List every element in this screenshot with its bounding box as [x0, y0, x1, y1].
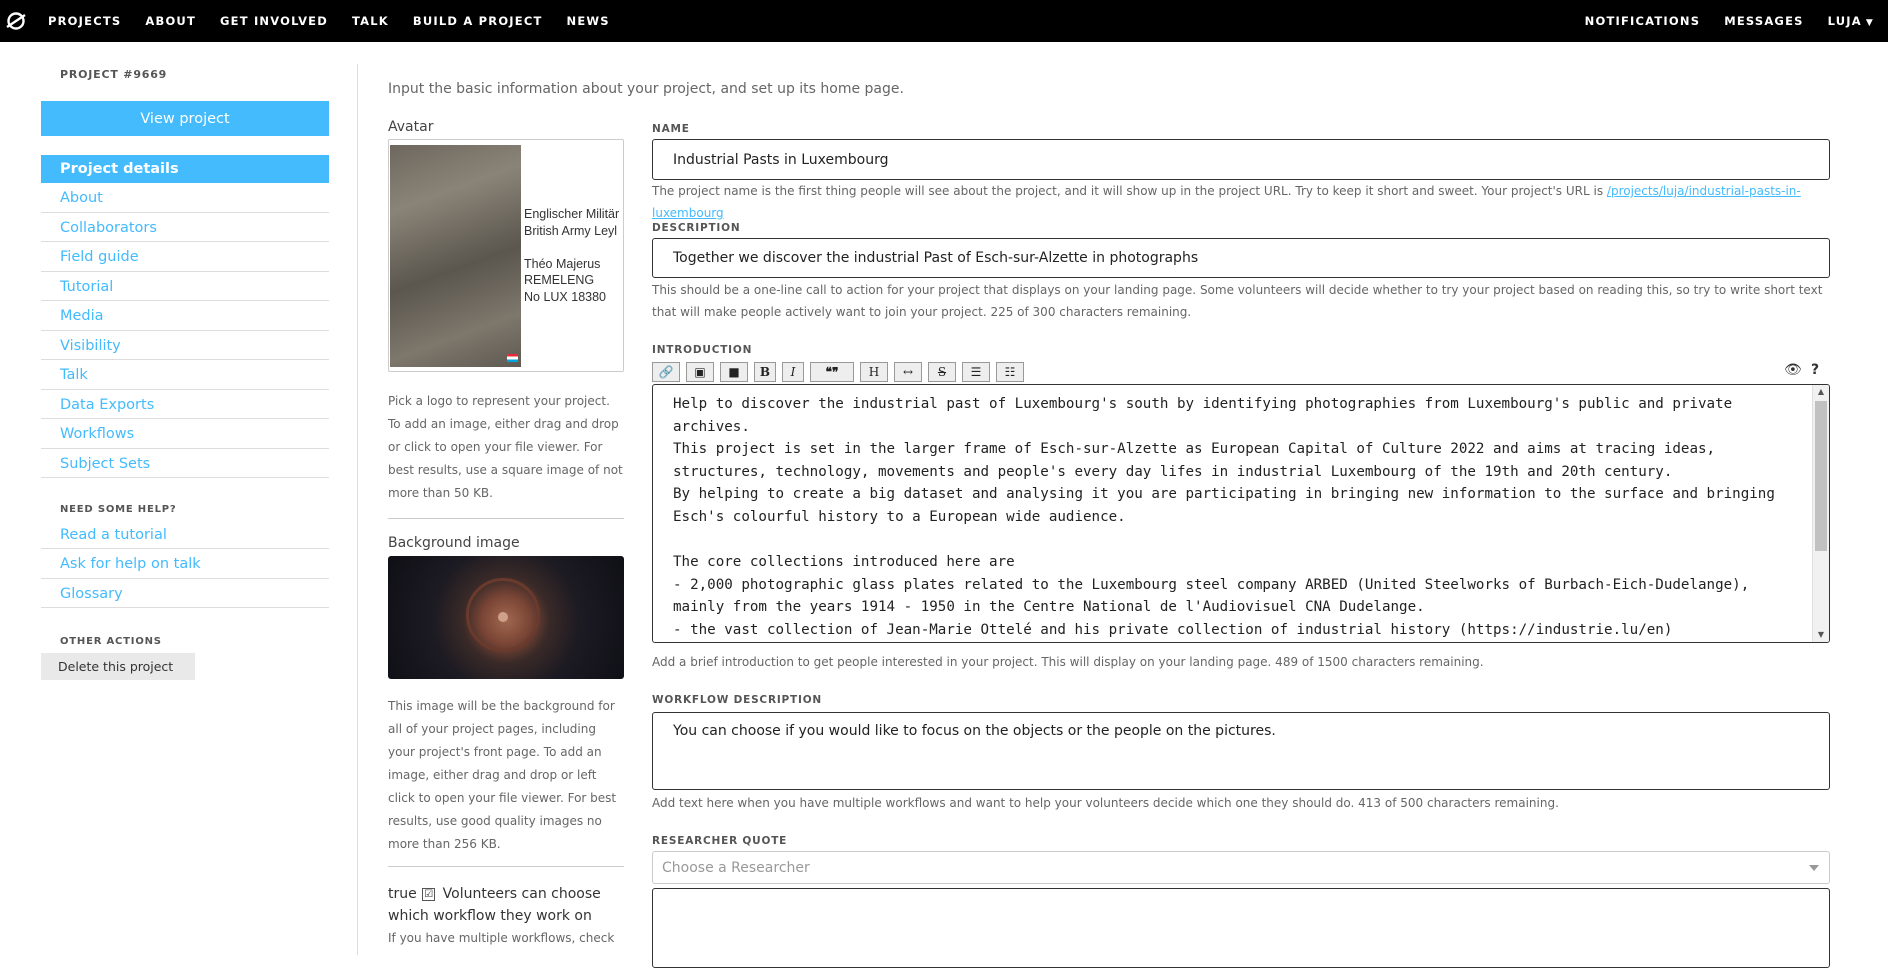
- view-project-button[interactable]: View project: [41, 101, 329, 136]
- name-label: NAME: [652, 123, 690, 135]
- nav-news[interactable]: NEWS: [566, 14, 610, 28]
- nav-account[interactable]: [1828, 14, 1874, 28]
- bulleted-list-icon[interactable]: ☰: [962, 362, 990, 382]
- description-hint: This should be a one-line call to action for your project that displays on your landing page. Some volunteers will decide whether to try your project based on reading this, so try to write short text that will make people actively want to join your project. 225 of 300 characters remaining.: [652, 283, 1823, 319]
- nav-messages[interactable]: MESSAGES: [1724, 14, 1804, 28]
- description-input[interactable]: Together we discover the industrial Past of Esch-sur-Alzette in photographs: [652, 238, 1830, 278]
- name-hint: [652, 180, 1830, 224]
- help-heading: NEED SOME HELP?: [60, 504, 177, 515]
- zooniverse-logo-icon[interactable]: [5, 10, 27, 32]
- italic-icon[interactable]: I: [782, 362, 804, 382]
- avatar-dropzone[interactable]: [388, 139, 624, 372]
- project-url-link[interactable]: /projects/luja/industrial-pasts-in-luxembourg: [652, 184, 1801, 220]
- sidebar-item-field-guide[interactable]: Field guide: [41, 244, 329, 272]
- preview-eye-icon[interactable]: 👁: [1784, 362, 1802, 378]
- workflow-choice: [388, 883, 624, 949]
- help-nav: [41, 521, 329, 610]
- sidebar-item-ask-for-help[interactable]: Ask for help on talk: [41, 551, 329, 579]
- scrollbar[interactable]: [1812, 385, 1829, 642]
- main-menu: [48, 0, 634, 42]
- researcher-quote-textarea[interactable]: [652, 888, 1830, 968]
- bold-icon[interactable]: B: [754, 362, 776, 382]
- introduction-hint: Add a brief introduction to get people interested in your project. This will display on your landing page. 489 of 1500 characters remaining.: [652, 655, 1484, 669]
- markdown-toolbar: [652, 362, 1030, 382]
- account-name: LUJA: [1827, 14, 1862, 28]
- top-navigation: [0, 0, 1888, 42]
- help-icon[interactable]: ?: [1811, 362, 1820, 378]
- nav-projects[interactable]: PROJECTS: [48, 14, 122, 28]
- sidebar-item-project-details[interactable]: Project details: [41, 155, 329, 183]
- quote-icon[interactable]: ❝❞: [810, 362, 854, 382]
- introduction-textarea[interactable]: [652, 384, 1830, 643]
- nav-notifications[interactable]: NOTIFICATIONS: [1584, 14, 1701, 28]
- sidebar-item-data-exports[interactable]: Data Exports: [41, 391, 329, 419]
- project-name-input[interactable]: Industrial Pasts in Luxembourg: [652, 139, 1830, 180]
- numbered-list-icon[interactable]: ☷: [996, 362, 1024, 382]
- background-image-detail: [498, 612, 508, 622]
- scroll-up-icon[interactable]: ▲: [1817, 387, 1825, 396]
- workflow-choice-checkbox[interactable]: ☑: [422, 888, 435, 901]
- avatar-help: Pick a logo to represent your project. To add an image, either drag and drop or click to open your file viewer. For best results, use a square image of not more than 50 KB.: [388, 394, 623, 500]
- workflow-description-label: WORKFLOW DESCRIPTION: [652, 694, 823, 706]
- sidebar-item-talk[interactable]: Talk: [41, 362, 329, 390]
- page-intro: Input the basic information about your project, and set up its home page.: [388, 81, 904, 97]
- sidebar-item-media[interactable]: Media: [41, 303, 329, 331]
- sidebar-item-visibility[interactable]: Visibility: [41, 332, 329, 360]
- nav-get-involved[interactable]: GET INVOLVED: [220, 14, 328, 28]
- scroll-down-icon[interactable]: ▼: [1817, 630, 1825, 639]
- heading-icon[interactable]: H: [860, 362, 888, 382]
- divider: [388, 518, 624, 519]
- flag-icon: [507, 354, 518, 362]
- sidebar-item-glossary[interactable]: Glossary: [41, 580, 329, 608]
- nav-about[interactable]: ABOUT: [145, 14, 196, 28]
- scrollbar-thumb[interactable]: [1815, 401, 1827, 551]
- avatar-image-caption: Englischer Militär British Army Leyl Théo Majerus REMELENG No LUX 18380: [524, 207, 620, 304]
- image-icon[interactable]: ▣: [686, 362, 714, 382]
- researcher-select-placeholder: Choose a Researcher: [662, 859, 810, 876]
- chevron-down-icon: ▼: [1865, 18, 1874, 28]
- project-number: PROJECT #9669: [60, 68, 168, 81]
- sidebar-item-about[interactable]: About: [41, 185, 329, 213]
- delete-project-button[interactable]: Delete this project: [41, 653, 195, 680]
- sidebar-item-subject-sets[interactable]: Subject Sets: [41, 450, 329, 478]
- column-divider: [357, 64, 358, 955]
- avatar-label: Avatar: [388, 119, 434, 135]
- link-icon[interactable]: 🔗: [652, 362, 680, 382]
- divider: [388, 866, 624, 867]
- background-dropzone[interactable]: [388, 556, 624, 679]
- researcher-quote-label: RESEARCHER QUOTE: [652, 835, 788, 847]
- sidebar-item-workflows[interactable]: Workflows: [41, 421, 329, 449]
- horizontal-rule-icon[interactable]: ↔: [894, 362, 922, 382]
- strikethrough-icon[interactable]: S: [928, 362, 956, 382]
- background-label: Background image: [388, 535, 520, 551]
- nav-talk[interactable]: TALK: [351, 14, 389, 28]
- workflow-choice-value: true: [388, 886, 417, 902]
- avatar-image: [390, 145, 521, 367]
- workflow-choice-help: If you have multiple workflows, check: [388, 931, 615, 945]
- sidebar-item-read-tutorial[interactable]: Read a tutorial: [41, 521, 329, 549]
- other-actions-heading: OTHER ACTIONS: [60, 636, 162, 647]
- workflow-description-hint: Add text here when you have multiple workflows and want to help your volunteers decide which one they should do. 413 of 500 characters remaining.: [652, 796, 1559, 810]
- video-icon[interactable]: ■: [720, 362, 748, 382]
- introduction-label: INTRODUCTION: [652, 344, 753, 356]
- description-label: DESCRIPTION: [652, 222, 741, 234]
- chevron-down-icon: [1809, 865, 1819, 871]
- sidebar-item-tutorial[interactable]: Tutorial: [41, 273, 329, 301]
- nav-build-a-project[interactable]: BUILD A PROJECT: [412, 14, 543, 28]
- introduction-text: Help to discover the industrial past of Luxembourg's south by identifying photographies from Luxembourg's public and private archives. This project is set in the larger frame of Esch-sur-Alzette as European Capital of Culture 2022 and aims at tracing ideas, structures, technology, movements and people's every day lifes in industrial Luxembourg of the 19th and 20th century. By helping to create a big dataset and analysing it you are participating in bringing new information to the surface and bringing Esch's colourful history to a European wide audience. The core collections introduced here are - 2,000 photographic glass plates related to the Luxembourg steel company ARBED (United Steelworks of Burbach-Eich-Dudelange), mainly from the years 1914 - 1950 in the Centre National de l'Audiovisuel CNA Dudelange. - the vast collection of Jean-Marie Ottelé and his private collection of industrial history (https://industrie.lu/en): [673, 396, 1775, 638]
- workflow-description-textarea[interactable]: You can choose if you would like to focus on the objects or the people on the pictures.: [652, 712, 1830, 790]
- name-hint-text: The project name is the first thing people will see about the project, and it will show up in the project URL. Try to keep it short and sweet. Your project's URL is: [652, 184, 1607, 198]
- researcher-select[interactable]: [652, 851, 1830, 884]
- sidebar-item-collaborators[interactable]: Collaborators: [41, 214, 329, 242]
- project-nav: [41, 155, 329, 480]
- workflow-choice-label: Volunteers can choose which workflow they work on: [388, 886, 601, 924]
- background-help: This image will be the background for all of your project pages, including your project's front page. To add an image, either drag and drop or left click to open your file viewer. For best results, use good quality images no more than 256 KB.: [388, 699, 617, 851]
- user-menu: [1561, 0, 1874, 42]
